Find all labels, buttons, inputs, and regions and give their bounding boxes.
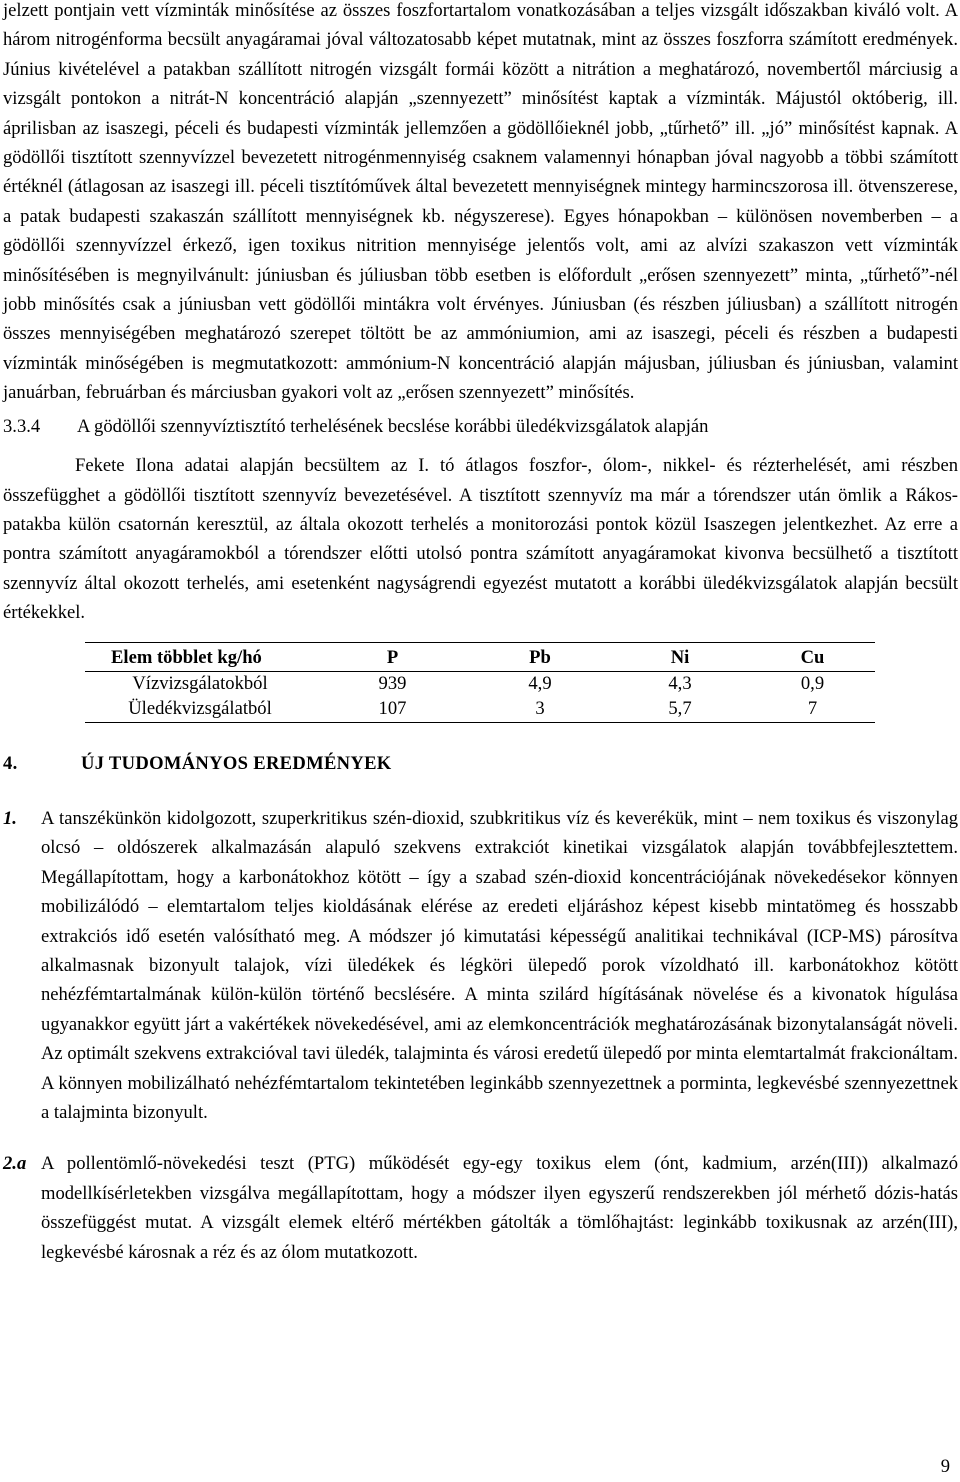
section-number: 4. — [3, 752, 18, 774]
document-page — [3, 0, 958, 1289]
table-cell: Vízvizsgálatokból — [132, 673, 268, 695]
table-cell: Üledékvizsgálatból — [85, 697, 315, 723]
table-cell: 3 — [470, 697, 610, 723]
table-cell: 4,9 — [528, 673, 552, 695]
table-cell: 939 — [378, 673, 407, 695]
table-header-cell: Pb — [470, 642, 610, 671]
page-number: 9 — [940, 1456, 950, 1477]
element-excess-table — [85, 642, 875, 723]
table-header-cell: Ni — [610, 642, 750, 671]
result-text: A pollentömlő-növekedési teszt (PTG) működését egy-egy toxikus elem (ónt, kadmium, arzén(III)) alkalmazó modellkísérletekben vizsgálva megállapítottam, hogy a módszer ilyen egyszerű rendszerekben jól mérhető dózis-hatás összefüggést mutat. A vizsgált elemek eltérő mértékben gátolták a tömlőhajtást: leginkább toxikusnak az arzén(III), legkevésbé károsnak a réz és az ólom mutatkozott. — [41, 1153, 958, 1263]
table-cell: 4,3 — [668, 673, 692, 695]
continued-paragraph: jelzett pontjain vett vízminták minősítése az összes foszfortartalom vonatkozásában a teljes vizsgált időszakban kiváló volt. A három nitrogénforma becsült anyagáramai jóval változatosabb képet mutatnak, mint az összes foszforra számított eredmények. Június kivételével a patakban szállított nitrogén vizsgált formái között a nitrátion a meghatározó, novembertől márciusig a vizsgált pontokon a nitrát-N koncentráció alapján „szennyezett” minősítést kaptak a vízminták. Májustól októberig, ill. áprilisban az isaszegi, péceli és budapesti vízminták jellemzően a gödöllőieknél jobb, „tűrhető” ill. „jó” minősítést kapnak. A gödöllői tisztított szennyvízzel bevezetett nitrogénmennyiség csaknem valamennyi hónapban jóval nagyobb a többi számított értéknél (átlagosan az isaszegi ill. péceli tisztítóművek által bevezetett mennyiségnek mintegy harmincszorosa ill. ötvenszerese, a patak budapesti szakaszán szállított mennyiségnek kb. négyszerese). Egyes hónapokban – különösen novemberben – a gödöllői szennyvízzel érkező, igen toxikus nitrition mennyisége jelentős volt, ami az alvízi szakaszon vett vízminták minősítésében is megnyilvánult: júniusban és júliusban több esetben is előfordult „erősen szennyezett” minta, „tűrhető”-nél jobb minősítés csak a júniusban vett gödöllői mintákra volt érvényes. Júniusban (és részben júliusban) a szállított nitrogén összes mennyiségében meghatározó szerepet töltött be az ammóniumion, ami az isaszegi, péceli és részben a budapesti vízminták minőségében is megmutatkozott: ammónium-N koncentráció alapján májusban, júliusban és júniusban, valamint januárban, februárban és márciusban gyakori volt az „erősen szennyezett” minősítés. — [3, 0, 958, 404]
section-heading — [3, 749, 958, 778]
table-cell: 7 — [750, 697, 875, 723]
table-row — [85, 697, 875, 723]
subsection-heading — [3, 412, 958, 441]
table-row — [85, 671, 875, 697]
table-header-cell: Cu — [750, 642, 875, 671]
subsection-paragraph: Fekete Ilona adatai alapján becsültem az I. tó átlagos foszfor-, ólom-, nikkel- és rézterhelését, ami részben összefügghet a gödöllői tisztított szennyvíz bevezetésével. A tisztított szennyvíz ma már a tórendszer után ömlik a Rákos-patakba külön csatornán keresztül, az általa okozott terhelés a monitorozási pontok közül Isaszegen jelentkezhet. Az erre a pontra számított anyagáramokból a tórendszer előtti utolsó pontra számított anyagáramokat kivonva becsülhető a tisztított szennyvíz által okozott terhelés, ami esetenként nagyságrendi egyezést mutatott a korábbi üledékvizsgálatok alapján becsült értékekkel. — [3, 455, 958, 624]
subsection-title: A gödöllői szennyvíztisztító terhelésének becslése korábbi üledékvizsgálatok alapján — [77, 415, 709, 437]
section-title: ÚJ TUDOMÁNYOS EREDMÉNYEK — [81, 752, 392, 774]
subsection-number: 3.3.4 — [3, 415, 41, 437]
result-number: 2.a — [3, 1153, 27, 1175]
table-cell: 0,9 — [800, 673, 825, 695]
table-header-cell: Elem többlet kg/hó — [85, 642, 315, 671]
list-item — [3, 1149, 958, 1267]
result-number: 1. — [3, 807, 17, 829]
result-text: A tanszékünkön kidolgozott, szuperkritikus szén-dioxid, szubkritikus víz és keverékük, mint – nem toxikus és viszonylag olcsó – oldószerek alkalmazásán alapuló szekvens extrakciót kinetikai vizsgálatok alapján továbbfejlesztettem. Megállapítottam, hogy a karbonátokhoz kötött – így a szabad szén-dioxid koncentrációjának növekedésekor könnyen mobilizálódó – elemtartalom teljes kioldásának elérése az eredeti eljáráshoz képest kisebb mintatömeg és hosszabb extrakciós idő esetén valósítható meg. A módszer jó kimutatási képességű analitikai technikával (ICP-MS) párosítva alkalmasnak bizonyult talajok, vízi üledékek és légköri ülepedő porok vízoldható ill. karbonátokhoz kötött nehézfémtartalmának külön-külön történő becslésére. A minta szilárd hígításának növelése és a kivonatok hígulása ugyanakkor együtt járt a vakértékek növekedésével, ami az elemkoncentrációk meghatározásának bizonytalanságát növeli. Az optimált szekvens extrakcióval tavi üledék, talajminta és városi eredetű ülepedő por minta elemtartalmát frakcionáltam. A könnyen mobilizálható nehézfémtartalom tekintetében leginkább szennyezettnek a porminta, legkevésbé szennyezettnek a talajminta bizonyult. — [41, 807, 958, 1123]
table-cell: 107 — [315, 697, 470, 723]
table-cell: 5,7 — [610, 697, 750, 723]
table-header-cell: P — [315, 642, 470, 671]
list-item — [3, 804, 958, 1127]
table-header-row — [85, 642, 875, 671]
